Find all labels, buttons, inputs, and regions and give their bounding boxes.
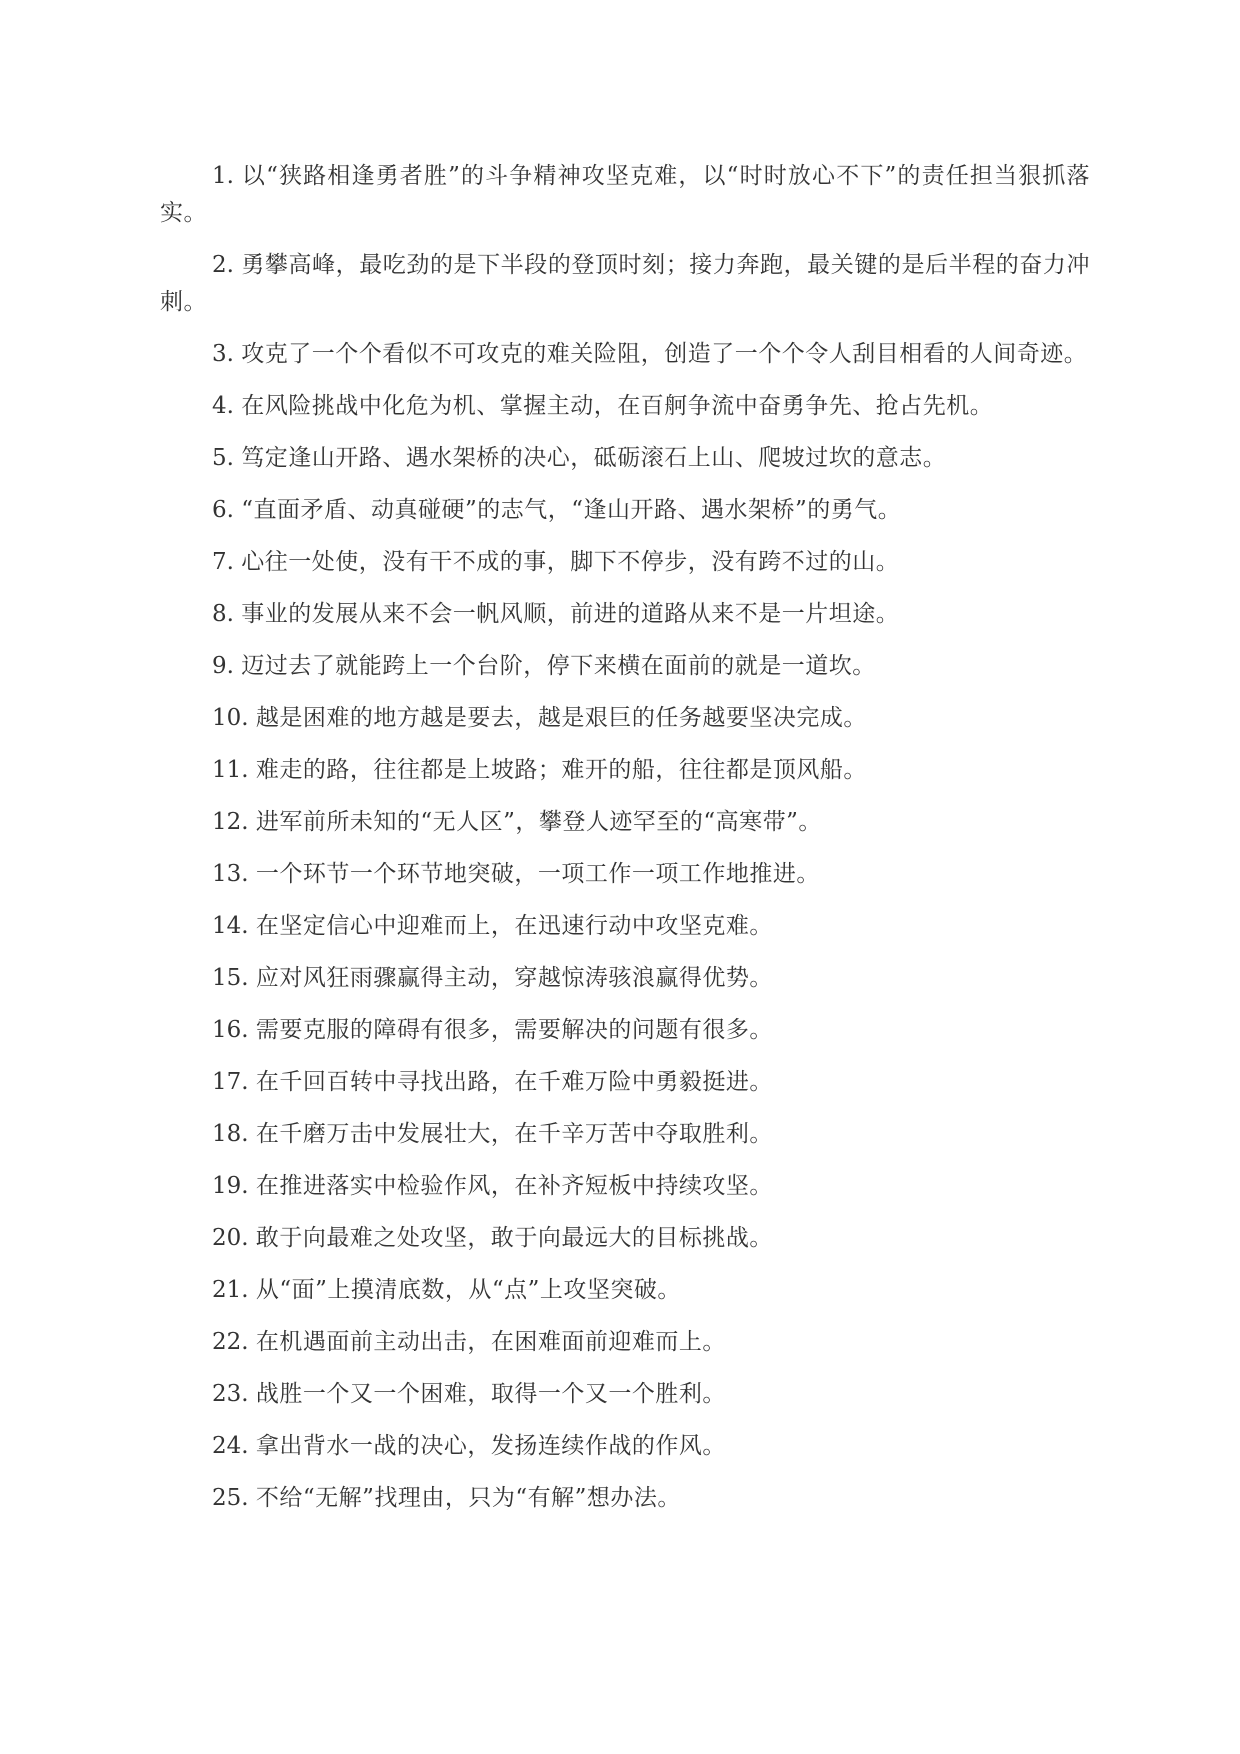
item-text: 一个环节一个环节地突破，一项工作一项工作地推进。 (255, 861, 820, 887)
item-text: 难走的路，往往都是上坡路；难开的船，往往都是顶风船。 (255, 757, 867, 783)
list-item (160, 1376, 1090, 1413)
item-number: 11. (212, 757, 249, 783)
item-number: 12. (212, 809, 249, 835)
item-number: 9. (212, 653, 234, 679)
item-number: 17. (212, 1069, 249, 1095)
item-number: 2. (212, 252, 234, 278)
item-number: 20. (212, 1225, 249, 1251)
item-text: 在风险挑战中化危为机、掌握主动，在百舸争流中奋勇争先、抢占先机。 (241, 393, 994, 419)
item-text: 拿出背水一战的决心，发扬连续作战的作风。 (255, 1433, 726, 1459)
list-item (160, 492, 1090, 529)
item-text: “直面矛盾、动真碰硬”的志气，“逢山开路、遇水架桥”的勇气。 (241, 497, 902, 523)
item-text: 越是困难的地方越是要去，越是艰巨的任务越要坚决完成。 (255, 705, 867, 731)
item-text: 攻克了一个个看似不可攻克的难关险阻，创造了一个个令人刮目相看的人间奇迹。 (241, 341, 1088, 367)
quote-list (160, 158, 1090, 1532)
item-text: 事业的发展从来不会一帆风顺，前进的道路从来不是一片坦途。 (241, 601, 900, 627)
item-text: 心往一处使，没有干不成的事，脚下不停步，没有跨不过的山。 (241, 549, 900, 575)
list-item (160, 960, 1090, 997)
list-item (160, 1272, 1090, 1309)
list-item (160, 336, 1090, 373)
list-item (160, 388, 1090, 425)
item-number: 19. (212, 1173, 249, 1199)
item-number: 22. (212, 1329, 249, 1355)
item-number: 23. (212, 1381, 249, 1407)
list-item (160, 648, 1090, 685)
item-number: 21. (212, 1277, 249, 1303)
item-number: 3. (212, 341, 234, 367)
list-item (160, 1324, 1090, 1361)
list-item (160, 856, 1090, 893)
item-text: 迈过去了就能跨上一个台阶，停下来横在面前的就是一道坎。 (241, 653, 876, 679)
list-item (160, 1220, 1090, 1257)
item-text: 不给“无解”找理由，只为“有解”想办法。 (255, 1485, 681, 1511)
item-text: 勇攀高峰，最吃劲的是下半段的登顶时刻；接力奔跑，最关键的是后半程的奋力冲刺。 (160, 252, 1091, 315)
item-text: 在机遇面前主动出击，在困难面前迎难而上。 (255, 1329, 726, 1355)
list-item (160, 804, 1090, 841)
item-number: 10. (212, 705, 249, 731)
list-item (160, 700, 1090, 737)
item-text: 战胜一个又一个困难，取得一个又一个胜利。 (255, 1381, 726, 1407)
item-number: 13. (212, 861, 249, 887)
item-number: 1. (212, 163, 234, 189)
item-number: 6. (212, 497, 234, 523)
list-item (160, 1168, 1090, 1205)
list-item (160, 1012, 1090, 1049)
item-number: 15. (212, 965, 249, 991)
item-text: 应对风狂雨骤赢得主动，穿越惊涛骇浪赢得优势。 (255, 965, 773, 991)
item-text: 在坚定信心中迎难而上，在迅速行动中攻坚克难。 (255, 913, 773, 939)
item-text: 在千回百转中寻找出路，在千难万险中勇毅挺进。 (255, 1069, 773, 1095)
list-item (160, 752, 1090, 789)
list-item (160, 596, 1090, 633)
item-text: 笃定逢山开路、遇水架桥的决心，砥砺滚石上山、爬坡过坎的意志。 (241, 445, 947, 471)
item-number: 4. (212, 393, 234, 419)
item-text: 在推进落实中检验作风，在补齐短板中持续攻坚。 (255, 1173, 773, 1199)
item-text: 在千磨万击中发展壮大，在千辛万苦中夺取胜利。 (255, 1121, 773, 1147)
item-number: 16. (212, 1017, 249, 1043)
item-number: 7. (212, 549, 234, 575)
item-number: 18. (212, 1121, 249, 1147)
list-item (160, 1480, 1090, 1517)
list-item (160, 440, 1090, 477)
item-text: 从“面”上摸清底数，从“点”上攻坚突破。 (255, 1277, 681, 1303)
item-number: 5. (212, 445, 234, 471)
list-item (160, 1428, 1090, 1465)
item-number: 14. (212, 913, 249, 939)
list-item (160, 1116, 1090, 1153)
item-text: 进军前所未知的“无人区”，攀登人迹罕至的“高寒带”。 (255, 809, 822, 835)
item-text: 敢于向最难之处攻坚，敢于向最远大的目标挑战。 (255, 1225, 773, 1251)
list-item (160, 158, 1090, 232)
list-item (160, 544, 1090, 581)
item-text: 需要克服的障碍有很多，需要解决的问题有很多。 (255, 1017, 773, 1043)
list-item (160, 247, 1090, 321)
list-item (160, 1064, 1090, 1101)
list-item (160, 908, 1090, 945)
item-text: 以“狭路相逢勇者胜”的斗争精神攻坚克难，以“时时放心不下”的责任担当狠抓落实。 (160, 163, 1090, 226)
item-number: 8. (212, 601, 234, 627)
item-number: 24. (212, 1433, 249, 1459)
item-number: 25. (212, 1485, 249, 1511)
